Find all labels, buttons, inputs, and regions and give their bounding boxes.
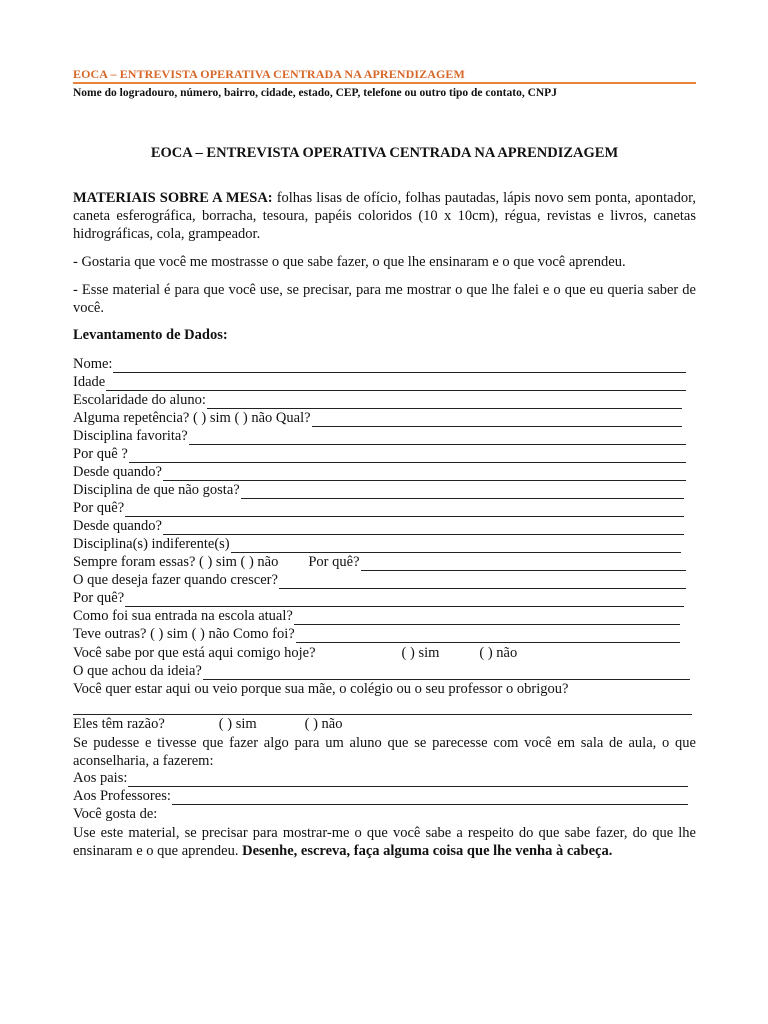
answer-line[interactable] [312,412,682,427]
field-por-que-2[interactable] [73,499,684,517]
field-aos-professores[interactable] [73,787,688,805]
field-label-por-que: Por quê? [308,554,360,570]
field-label: Você quer estar aqui ou veio porque sua mãe, o colégio ou o seu professor o obrigou? [73,681,569,697]
field-achou-ideia[interactable] [73,662,690,680]
field-se-pudesse: Se pudesse e tivesse que fazer algo para um aluno que se parecesse com você em sala de aula, o que aconselharia, a fazerem: [73,735,696,769]
header-title: EOCA – ENTREVISTA OPERATIVA CENTRADA NA APRENDIZAGEM [73,67,465,81]
field-sabe-por-que [73,644,593,662]
option-sim[interactable]: ( ) sim [218,716,257,732]
field-label: Por quê ? [73,446,128,462]
field-label: Disciplina favorita? [73,428,188,444]
field-label: Idade [73,374,106,390]
option-nao[interactable]: ( ) não [479,645,518,661]
field-label: Disciplina(s) indiferente(s) [73,536,230,552]
answer-line[interactable] [279,574,686,589]
field-repetencia[interactable] [73,409,682,427]
field-entrada-escola[interactable] [73,607,680,625]
field-label: O que deseja fazer quando crescer? [73,572,278,588]
answer-line[interactable] [189,430,686,445]
answer-line[interactable] [207,394,682,409]
field-label: Você sabe por que está aqui comigo hoje? [73,645,316,661]
field-aos-pais[interactable] [73,769,688,787]
field-label: Escolaridade do aluno: [73,392,206,408]
answer-line[interactable] [106,376,686,391]
field-label: Nome: [73,356,113,372]
field-label: Disciplina de que não gosta? [73,482,240,498]
answer-line[interactable] [125,502,684,517]
field-label: Teve outras? ( ) sim ( ) não Como foi? [73,626,295,642]
final-bold-text: Desenhe, escreva, faça alguma coisa que lhe venha à cabeça. [242,843,613,859]
field-label: Como foi sua entrada na escola atual? [73,608,293,624]
field-eles-tem-razao [73,715,473,733]
answer-line[interactable] [296,628,680,643]
field-disciplina-indiferente[interactable] [73,535,681,553]
header-rule [73,82,696,84]
answer-line[interactable] [241,484,684,499]
field-label: Aos Professores: [73,788,171,804]
field-label: Sempre foram essas? ( ) sim ( ) não [73,554,279,570]
answer-line[interactable] [128,772,688,787]
header-subtitle: Nome do logradouro, número, bairro, cidade, estado, CEP, telefone ou outro tipo de contato, CNPJ [73,87,557,99]
field-label: Desde quando? [73,518,162,534]
field-por-que-3[interactable] [73,589,684,607]
field-escolaridade[interactable] [73,391,682,409]
answer-line[interactable] [203,665,690,680]
answer-line[interactable] [163,520,684,535]
field-nome[interactable] [73,355,686,373]
field-teve-outras[interactable] [73,625,680,643]
field-quando-crescer[interactable] [73,571,686,589]
materials-text: folhas lisas de ofício, folhas pautadas, lápis novo sem ponta, apontador, caneta esferográfica, borracha, tesoura, papéis coloridos (10 x 10cm), régua, revistas e livros, canetas hidrográficas, cola, grampeador. [73,190,696,242]
field-idade[interactable] [73,373,686,391]
materials-label: MATERIAIS SOBRE A MESA: [73,190,273,206]
section-title: Levantamento de Dados: [73,327,228,343]
answer-line[interactable] [361,556,687,571]
field-desde-quando-1[interactable] [73,463,686,481]
answer-line[interactable] [163,466,686,481]
materials-paragraph [73,189,696,243]
field-disciplina-favorita[interactable] [73,427,686,445]
instruction-line-1: - Gostaria que você me mostrasse o que sabe fazer, o que lhe ensinaram e o que você aprendeu. [73,254,626,270]
answer-line[interactable] [294,610,680,625]
field-label: Desde quando? [73,464,162,480]
field-label: Por quê? [73,500,125,516]
field-label: Alguma repetência? ( ) sim ( ) não Qual? [73,410,311,426]
answer-line[interactable] [231,538,681,553]
field-label: Eles têm razão? [73,716,165,732]
option-nao[interactable]: ( ) não [304,716,343,732]
field-label: Aos pais: [73,770,128,786]
field-por-que-1[interactable] [73,445,686,463]
answer-line[interactable] [125,592,684,607]
field-voce-gosta [73,805,373,823]
answer-line[interactable] [129,448,686,463]
final-instruction [73,824,696,860]
field-label: Por quê? [73,590,125,606]
field-desde-quando-2[interactable] [73,517,684,535]
field-disciplina-nao-gosta[interactable] [73,481,684,499]
field-label: Você gosta de: [73,806,158,822]
answer-line[interactable] [172,790,688,805]
answer-line[interactable] [113,358,686,373]
field-sempre-foram-essas[interactable] [73,553,686,571]
document-title: EOCA – ENTREVISTA OPERATIVA CENTRADA NA APRENDIZAGEM [150,145,619,161]
final-text: Use este material, se precisar para mostrar-me o que você sabe a respeito do que sabe fazer, do que lhe ensinaram e o que aprendeu. [73,825,696,859]
option-sim[interactable]: ( ) sim [401,645,440,661]
field-label: O que achou da ideia? [73,663,202,679]
field-quer-estar [73,680,696,698]
instruction-line-2: - Esse material é para que você use, se precisar, para me mostrar o que lhe falei e o que eu queria saber de você. [73,282,696,316]
